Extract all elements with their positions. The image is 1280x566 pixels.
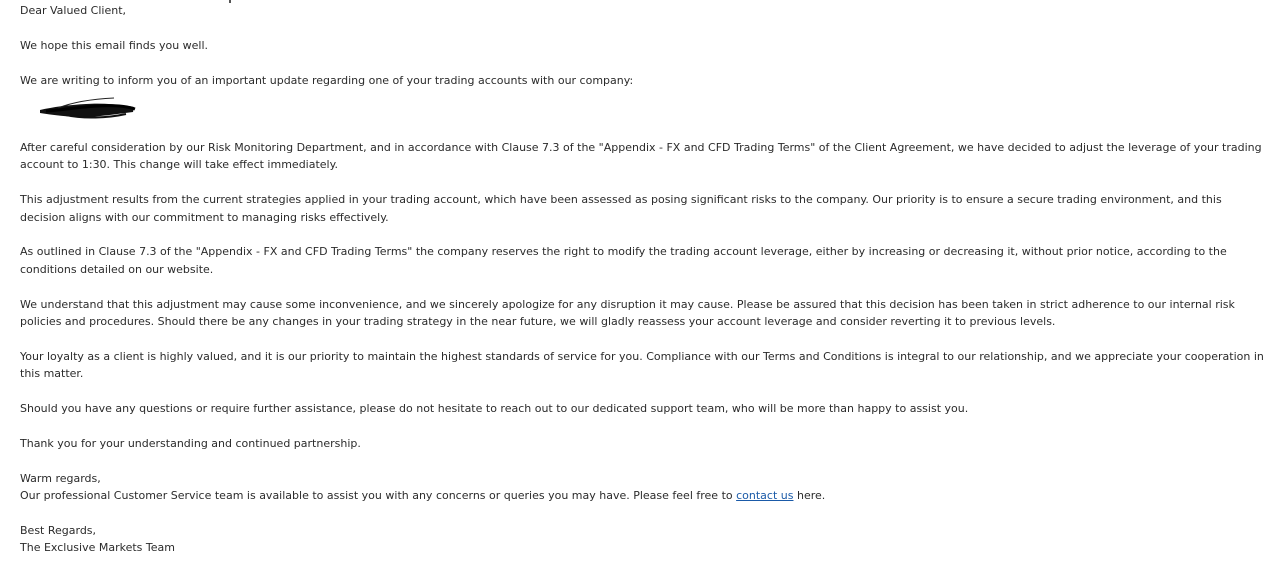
paragraph-loyalty: Your loyalty as a client is highly valued, and it is our priority to maintain the highest standards of service for you. Compliance with our Terms and Conditions is integral to our relationship, and we appreciate your cooperation in this matter. <box>20 349 1264 381</box>
greeting: Dear Valued Client, <box>20 4 127 17</box>
spacer <box>20 127 1270 139</box>
customer-service-suffix: here. <box>793 489 826 503</box>
warm-regards: Warm regards, <box>20 471 101 485</box>
intro-line: We are writing to inform you of an important update regarding one of your trading accounts with our company: <box>20 73 634 87</box>
spacer <box>20 452 1270 469</box>
spacer <box>20 226 1270 243</box>
redaction-scribble-icon <box>38 93 138 127</box>
signature: The Exclusive Markets Team <box>20 541 175 555</box>
thanks-line: Thank you for your understanding and continued partnership. <box>20 436 361 450</box>
email-body <box>20 2 1270 557</box>
spacer <box>20 417 1270 434</box>
paragraph-apology: We understand that this adjustment may cause some inconvenience, and we sincerely apologize for any disruption it may cause. Please be assured that this decision has been taken in strict adherence to our internal risk policies and procedures. Should there be any changes in your trading strategy in the near future, we will gladly reassess your account leverage and consider reverting it to previous levels. <box>20 297 1235 329</box>
spacer <box>20 278 1270 295</box>
paragraph-leverage-adjustment: After careful consideration by our Risk Monitoring Department, and in accordance with Clause 7.3 of the "Appendix - FX and CFD Trading Terms" of the Client Agreement, we have decided to adjust the leverage of your trading account to 1:30. This change will take effect immediately. <box>20 141 1262 172</box>
best-regards: Best Regards, <box>20 523 97 537</box>
customer-service-text: Our professional Customer Service team is available to assist you with any concerns or queries you may have. Please feel free to <box>20 489 737 503</box>
spacer <box>20 19 1270 36</box>
spacer <box>20 383 1270 400</box>
spacer <box>20 330 1270 347</box>
spacer <box>20 54 1270 71</box>
paragraph-risk-assessment: This adjustment results from the current strategies applied in your trading account, which have been assessed as posing significant risks to the company. Our priority is to ensure a secure trading environment, and this decision aligns with our commitment to managing risks effectively. <box>20 193 1222 224</box>
spacer <box>20 174 1270 191</box>
spacer <box>20 504 1270 521</box>
paragraph-support: Should you have any questions or require further assistance, please do not hesitate to reach out to our dedicated support team, who will be more than happy to assist you. <box>20 402 969 416</box>
hope-line: We hope this email finds you well. <box>20 38 209 52</box>
customer-service-line <box>20 487 1270 504</box>
contact-us-link[interactable]: contact us <box>736 489 794 503</box>
paragraph-clause-rights: As outlined in Clause 7.3 of the "Appendix - FX and CFD Trading Terms" the company reserves the right to modify the trading account leverage, either by increasing or decreasing it, without prior notice, according to the conditions detailed on our website. <box>20 245 1227 276</box>
